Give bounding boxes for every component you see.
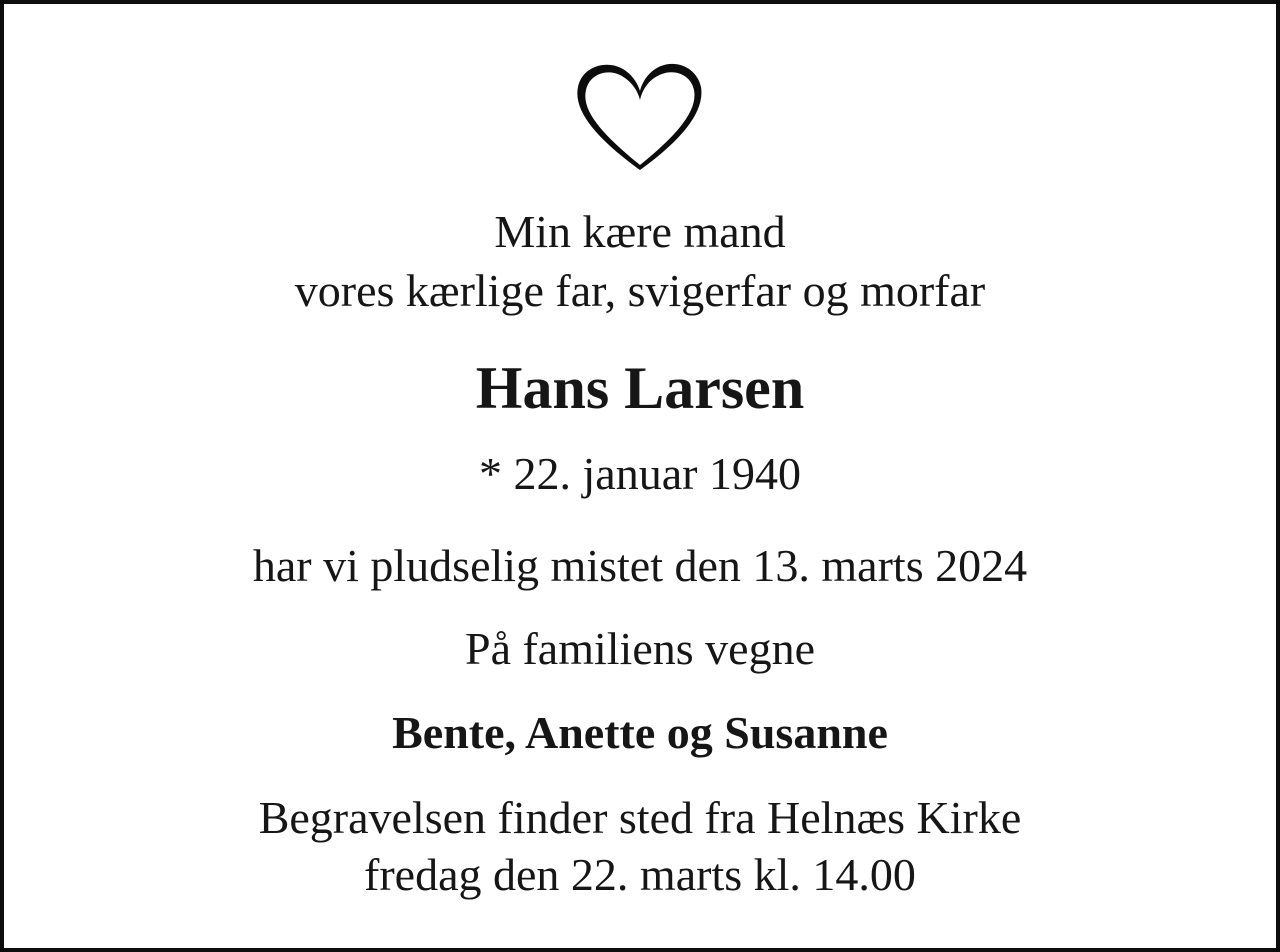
intro-line-1: Min kære mand (494, 206, 786, 257)
funeral-info (259, 789, 1022, 903)
heart-outline-icon (564, 54, 716, 176)
death-date-line: har vi pludselig mistet den 13. marts 2024 (252, 540, 1028, 591)
family-names: Bente, Anette og Susanne (392, 707, 888, 758)
deceased-name: Hans Larsen (475, 355, 805, 421)
birth-date-line: * 22. januar 1940 (479, 448, 801, 499)
intro-lines (295, 202, 985, 320)
funeral-line-1: Begravelsen finder sted fra Helnæs Kirke (258, 792, 1022, 843)
funeral-line-2: fredag den 22. marts kl. 14.00 (364, 849, 916, 900)
intro-line-2: vores kærlige far, svigerfar og morfar (294, 265, 986, 316)
on-behalf-line: På familiens vegne (464, 623, 815, 674)
